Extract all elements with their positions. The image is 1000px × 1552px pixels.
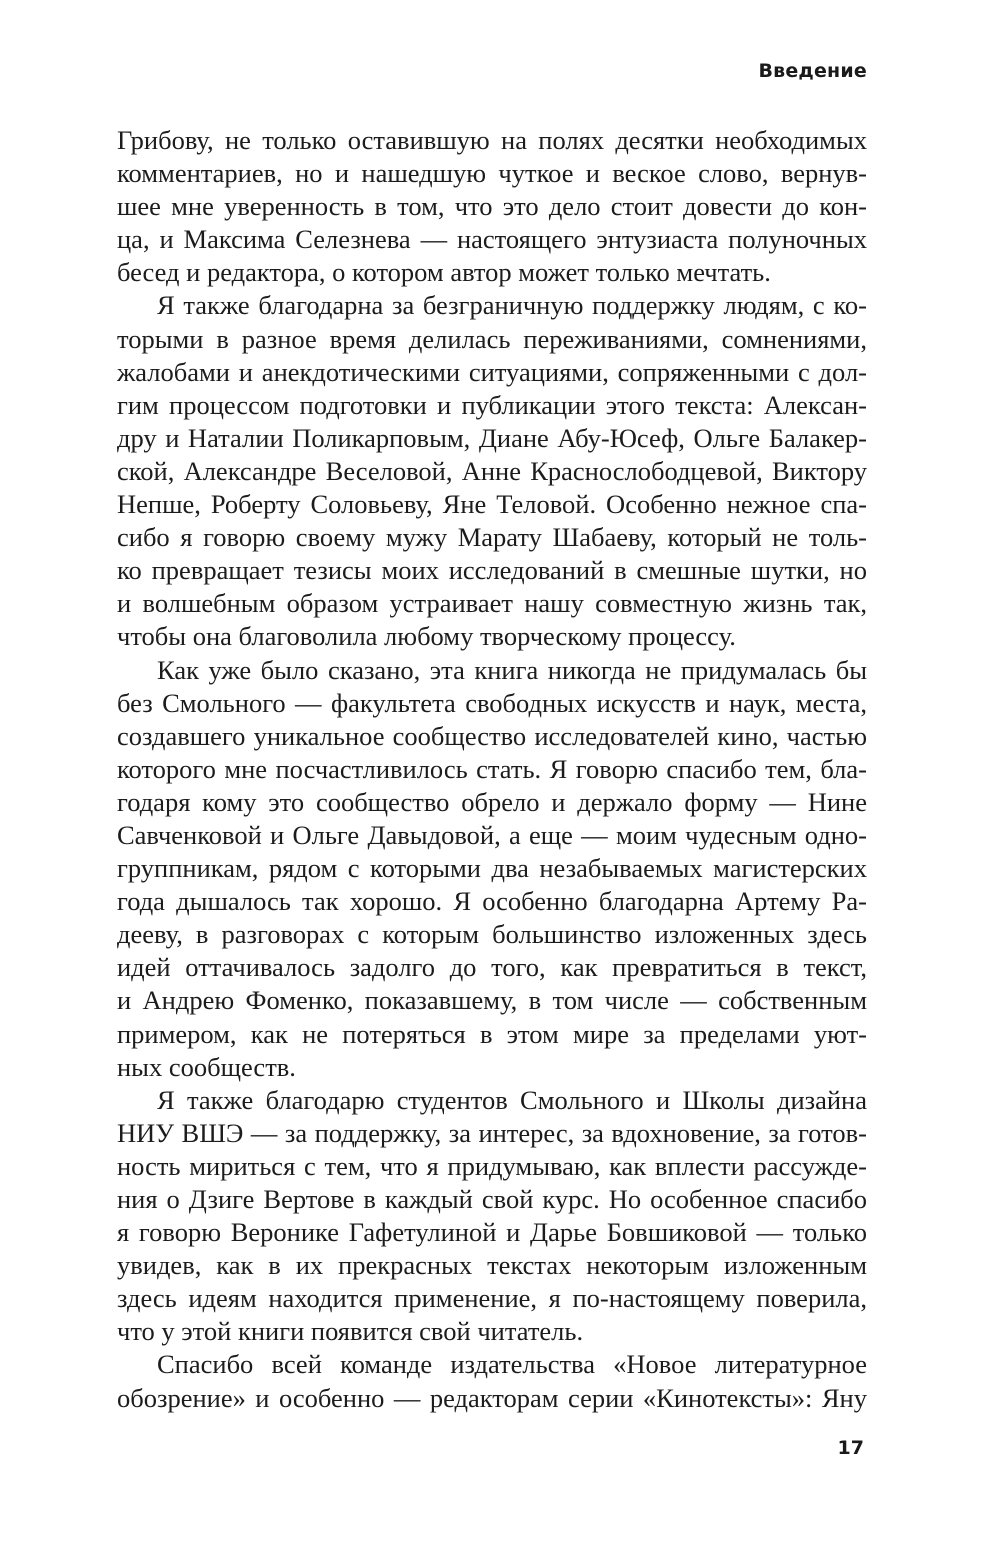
text-line: года дышалось так хорошо. Я особенно благодарна Артему Ра- [117,886,867,917]
text-line: дееву, в разговорах с которым большинство изложенных здесь [117,919,867,950]
text-line: гим процессом подготовки и публикации этого текста: Алексан- [117,389,867,420]
text-line: ния о Дзиге Вертове в каждый свой курс. Но особенное спасибо [117,1184,867,1214]
page-number: 17 [837,1437,864,1459]
text-line: здесь идеям находится применение, я по-настоящему поверила, [117,1283,867,1314]
text-line: годаря кому это сообщество обрело и держало форму — Нине [117,786,867,817]
text-line: дру и Наталии Поликарповым, Диане Абу-Юсеф, Ольге Балакер- [117,422,867,453]
text-line: что у этой книги появится свой читатель. [117,1316,584,1347]
text-line: жалобами и анекдотическими ситуациями, сопряженными с дол- [117,356,867,387]
paragraph [117,1084,867,1349]
text-line: чтобы она благоволила любому творческому процессу. [117,621,736,652]
paragraph [117,654,867,1084]
body-text [117,124,867,1415]
text-line: Савченковой и Ольге Давыдовой, а еще — моим чудесным одно- [117,819,867,850]
text-line: обозрение» и особенно — редакторам серии «Кинотексты»: Яну [117,1382,867,1413]
text-line: Как уже было сказано, эта книга никогда не придумалась бы [157,654,867,685]
text-line: ко превращает тезисы моих исследований в смешные шутки, но [117,555,867,586]
text-line: создавшего уникальное сообщество исследователей кино, частью [117,720,867,751]
text-line: и волшебным образом устраивает нашу совместную жизнь так, [117,588,867,619]
text-line: шее мне уверенность в том, что это дело стоит довести до кон- [117,191,867,222]
text-line: без Смольного — факультета свободных искусств и наук, места, [117,687,867,718]
text-line: я говорю Веронике Гафетулиной и Дарье Бовшиковой — только [117,1217,867,1248]
text-line: Грибову, не только оставившую на полях десятки необходимых [117,125,867,155]
text-line: идей оттачивалось задолго до того, как превратиться в текст, [117,952,867,983]
paragraph [117,289,867,653]
text-line: бесед и редактора, о котором автор может только мечтать. [117,257,771,288]
text-line: сибо я говорю своему мужу Марату Шабаеву, который не толь- [117,522,867,553]
paragraph [117,124,867,289]
text-line: и Андрею Фоменко, показавшему, в том числе — собственным [117,985,867,1016]
text-line: Непше, Роберту Соловьеву, Яне Теловой. Особенно нежное спа- [117,489,867,520]
text-line: ца, и Максима Селезнева — настоящего энтузиаста полуночных [117,224,867,255]
text-line: Я также благодарна за безграничную поддержку людям, с ко- [157,290,867,321]
text-line: группникам, рядом с которыми два незабываемых магистерских [117,853,867,884]
text-line: торыми в разное время делилась переживаниями, сомнениями, [117,323,867,354]
text-line: увидев, как в их прекрасных текстах некоторым изложенным [117,1250,867,1281]
text-line: ской, Александре Веселовой, Анне Краснослободцевой, Виктору [117,455,867,486]
text-line: примером, как не потеряться в этом мире за пределами уют- [117,1018,867,1049]
text-line: Я также благодарю студентов Смольного и Школы дизайна [157,1084,867,1115]
text-line: Спасибо всей команде издательства «Новое литературное [157,1349,867,1380]
text-line: которого мне посчастливилось стать. Я говорю спасибо тем, бла- [117,753,867,784]
text-line: ность мириться с тем, что я придумываю, как вплести рассужде- [117,1150,867,1181]
text-line: НИУ ВШЭ — за поддержку, за интерес, за вдохновение, за готов- [117,1117,867,1148]
paragraph [117,1348,867,1414]
text-line: ных сообществ. [117,1051,296,1082]
running-title: Введение [758,60,867,82]
text-line: комментариев, но и нашедшую чуткое и веское слово, вернув- [117,158,867,189]
